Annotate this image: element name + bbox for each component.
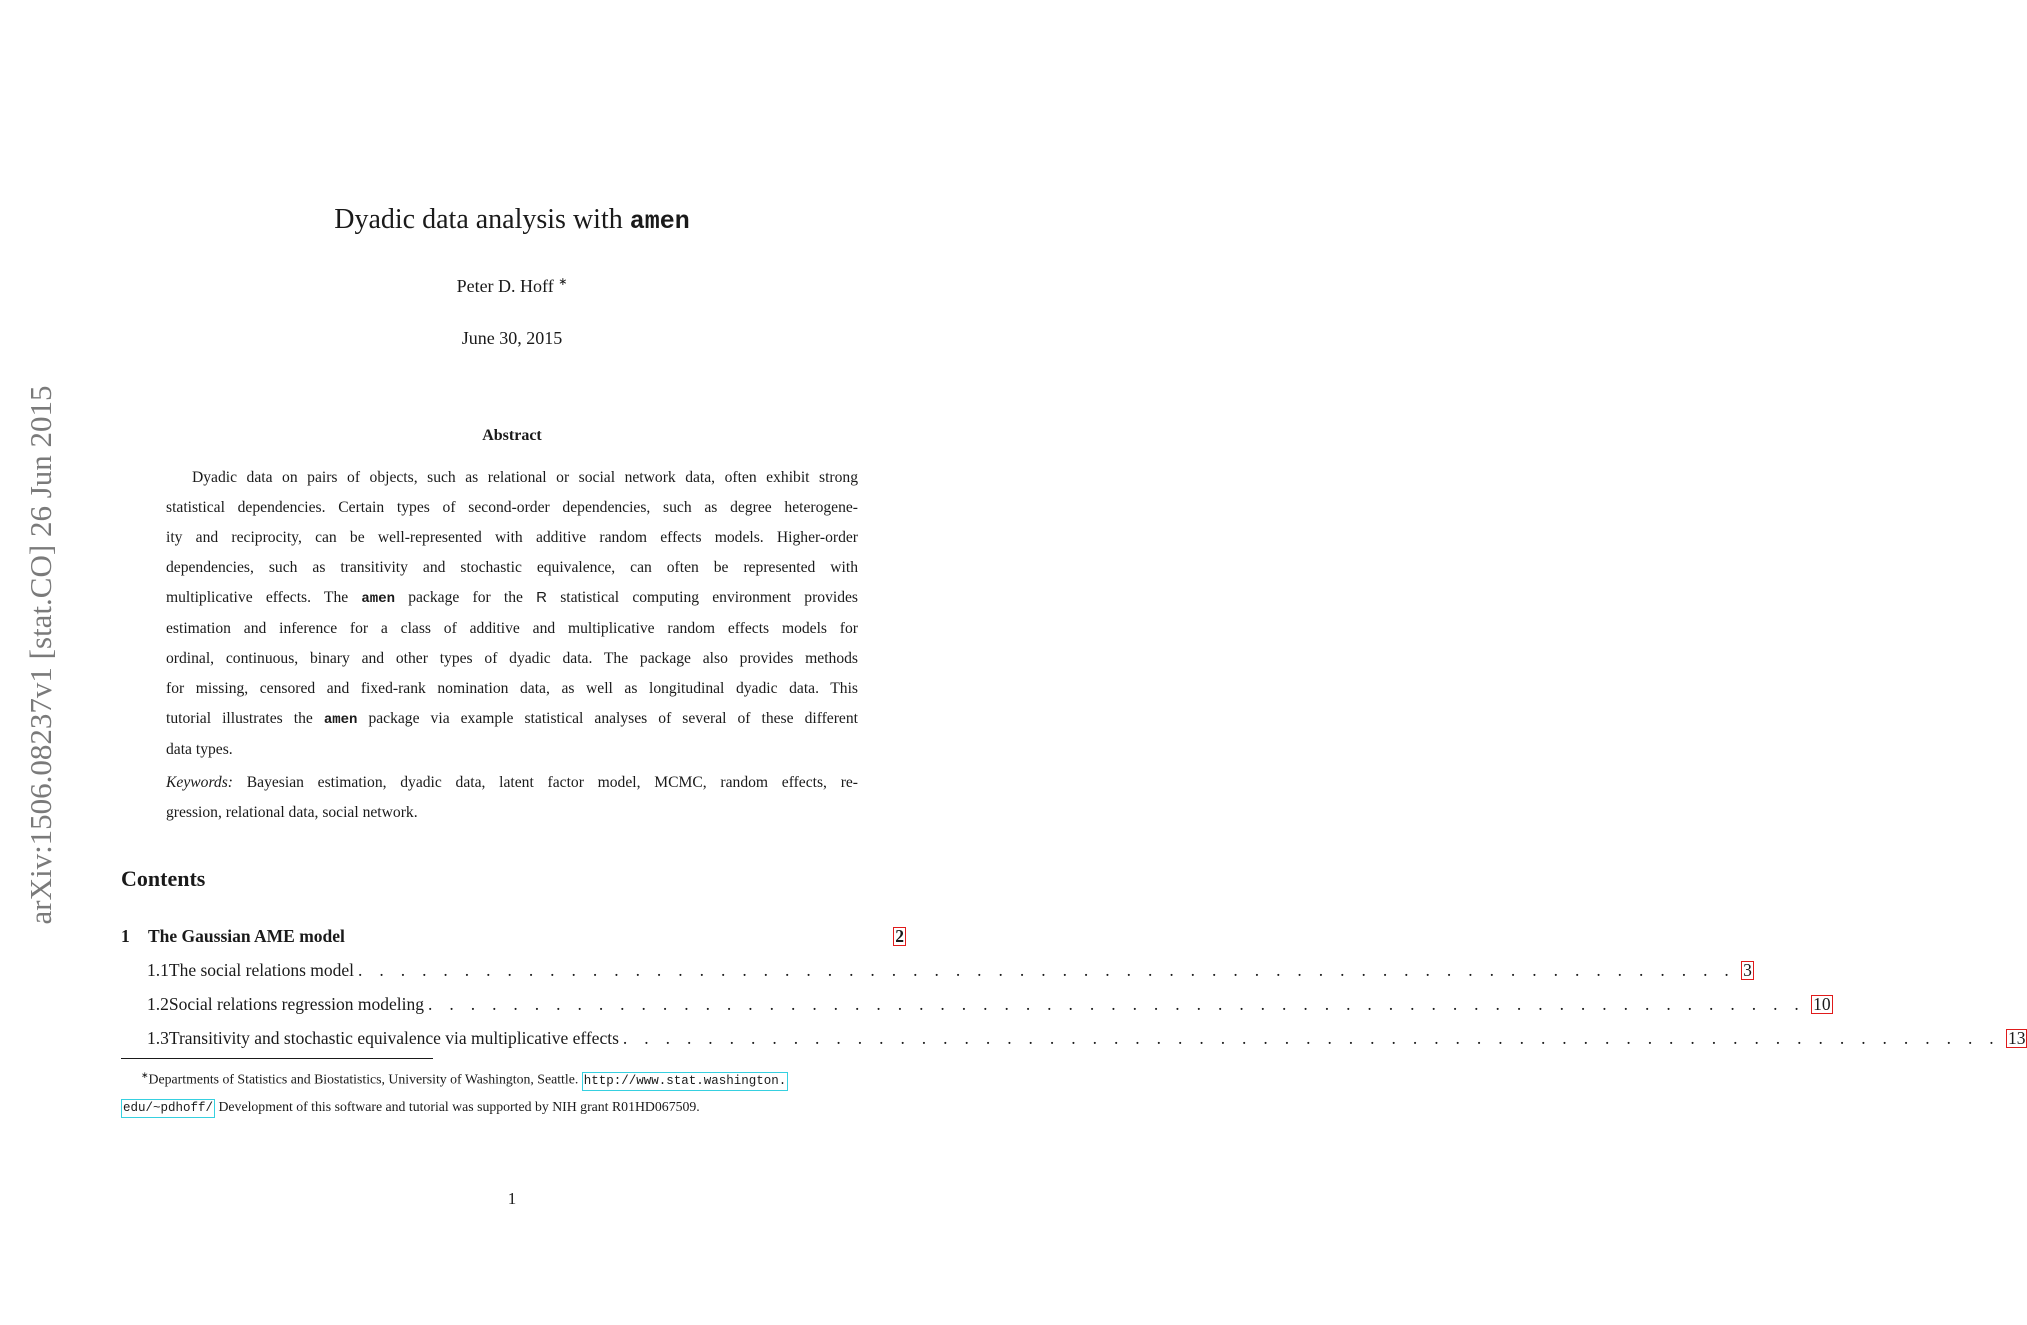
toc-page-link[interactable]: 10 bbox=[1813, 994, 1831, 1014]
paper-title bbox=[0, 200, 1024, 242]
toc-number: 1 bbox=[121, 926, 130, 946]
toc-entry[interactable] bbox=[121, 1025, 2026, 1051]
toc-number: 1.2 bbox=[147, 994, 169, 1014]
abstract-line bbox=[166, 583, 858, 614]
abstract-line: data types. bbox=[166, 741, 233, 758]
toc-number: 1.3 bbox=[147, 1028, 169, 1048]
abstract-line: dependencies, such as transitivity and stochastic equivalence, can often be represented with bbox=[166, 559, 858, 576]
abstract-line: for missing, censored and fixed-rank nomination data, as well as longitudinal dyadic data. This bbox=[166, 680, 858, 697]
keywords-line: gression, relational data, social network. bbox=[166, 804, 418, 821]
r-language-name: R bbox=[536, 589, 548, 606]
toc-page-link[interactable]: 13 bbox=[2007, 1028, 2026, 1048]
toc-page-link[interactable]: 2 bbox=[895, 926, 904, 946]
author bbox=[0, 275, 1024, 297]
abstract-text: tutorial illustrates the bbox=[166, 710, 313, 727]
page-number: 1 bbox=[507, 1189, 517, 1208]
footnote-marker: ∗ bbox=[141, 1070, 149, 1080]
toc-title[interactable]: The social relations model bbox=[168, 960, 355, 980]
keywords-text: Bayesian estimation, dyadic data, latent factor model, MCMC, random effects, re- bbox=[246, 774, 858, 791]
abstract-body bbox=[166, 463, 858, 765]
footnote-line bbox=[121, 1093, 906, 1120]
abstract-text: package for the bbox=[408, 589, 523, 606]
abstract-text: multiplicative effects. The bbox=[166, 589, 349, 606]
keywords-label: Keywords: bbox=[166, 774, 233, 791]
footnote-text: Development of this software and tutorial was supported by NIH grant R01HD067509. bbox=[218, 1098, 700, 1114]
package-name-code: amen bbox=[323, 712, 358, 728]
footnote-text: Departments of Statistics and Biostatistics, University of Washington, Seattle. bbox=[148, 1071, 579, 1087]
author-footnote-marker[interactable]: ∗ bbox=[558, 276, 568, 288]
abstract-text: package via example statistical analyses of several of these different bbox=[368, 710, 858, 727]
title-code: amen bbox=[629, 207, 690, 236]
author-url-link[interactable]: http://www.stat.washington. bbox=[582, 1072, 789, 1091]
toc-leader: . . . . . . . . . . . . . . . . . . . . . . . . . . . . . . . . . . . . . . . . . . . . . . . . . . . . . . . . . . . . . . . . . bbox=[358, 960, 1736, 980]
toc-entry[interactable] bbox=[121, 923, 906, 949]
toc-entry[interactable] bbox=[121, 957, 1752, 983]
author-url-link[interactable]: edu/~pdhoff/ bbox=[121, 1099, 215, 1118]
abstract-line: ity and reciprocity, can be well-represented with additive random effects models. Higher-order bbox=[166, 529, 858, 546]
keywords-line bbox=[166, 768, 858, 798]
toc-title[interactable]: The Gaussian AME model bbox=[148, 926, 345, 946]
package-name-code: amen bbox=[361, 591, 395, 607]
toc-leader: . . . . . . . . . . . . . . . . . . . . . . . . . . . . . . . . . . . . . . . . . . . . . . . . . . . . . . . . . . . . . . . . . bbox=[622, 1028, 2000, 1048]
contents-heading: Contents bbox=[121, 866, 206, 891]
toc-title[interactable]: Transitivity and stochastic equivalence via multiplicative effects bbox=[168, 1028, 619, 1048]
footnote-line bbox=[121, 1062, 906, 1093]
abstract-line: statistical dependencies. Certain types of second-order dependencies, such as degree heterogene- bbox=[166, 499, 858, 516]
abstract-text: statistical computing environment provides bbox=[560, 589, 858, 606]
author-name: Peter D. Hoff bbox=[456, 276, 554, 296]
abstract-line bbox=[166, 704, 858, 735]
title-text: Dyadic data analysis with bbox=[334, 204, 623, 235]
abstract-line: Dyadic data on pairs of objects, such as relational or social network data, often exhibit strong bbox=[192, 469, 858, 486]
abstract-line: ordinal, continuous, binary and other types of dyadic data. The package also provides methods bbox=[166, 650, 858, 667]
abstract-line: estimation and inference for a class of additive and multiplicative random effects models for bbox=[166, 620, 858, 637]
date: June 30, 2015 bbox=[461, 328, 563, 348]
toc-leader: . . . . . . . . . . . . . . . . . . . . . . . . . . . . . . . . . . . . . . . . . . . . . . . . . . . . . . . . . . . . . . . . . bbox=[428, 994, 1806, 1014]
footnote-rule bbox=[121, 1058, 433, 1059]
footnote bbox=[121, 1062, 906, 1120]
abstract-heading: Abstract bbox=[482, 427, 542, 444]
toc-number: 1.1 bbox=[147, 960, 169, 980]
arxiv-stamp: arXiv:1506.08237v1 [stat.CO] 26 Jun 2015 bbox=[23, 385, 58, 925]
toc-entry[interactable] bbox=[121, 991, 1831, 1017]
toc-page-link[interactable]: 3 bbox=[1743, 960, 1752, 980]
toc-title[interactable]: Social relations regression modeling bbox=[168, 994, 425, 1014]
keywords bbox=[166, 768, 858, 828]
